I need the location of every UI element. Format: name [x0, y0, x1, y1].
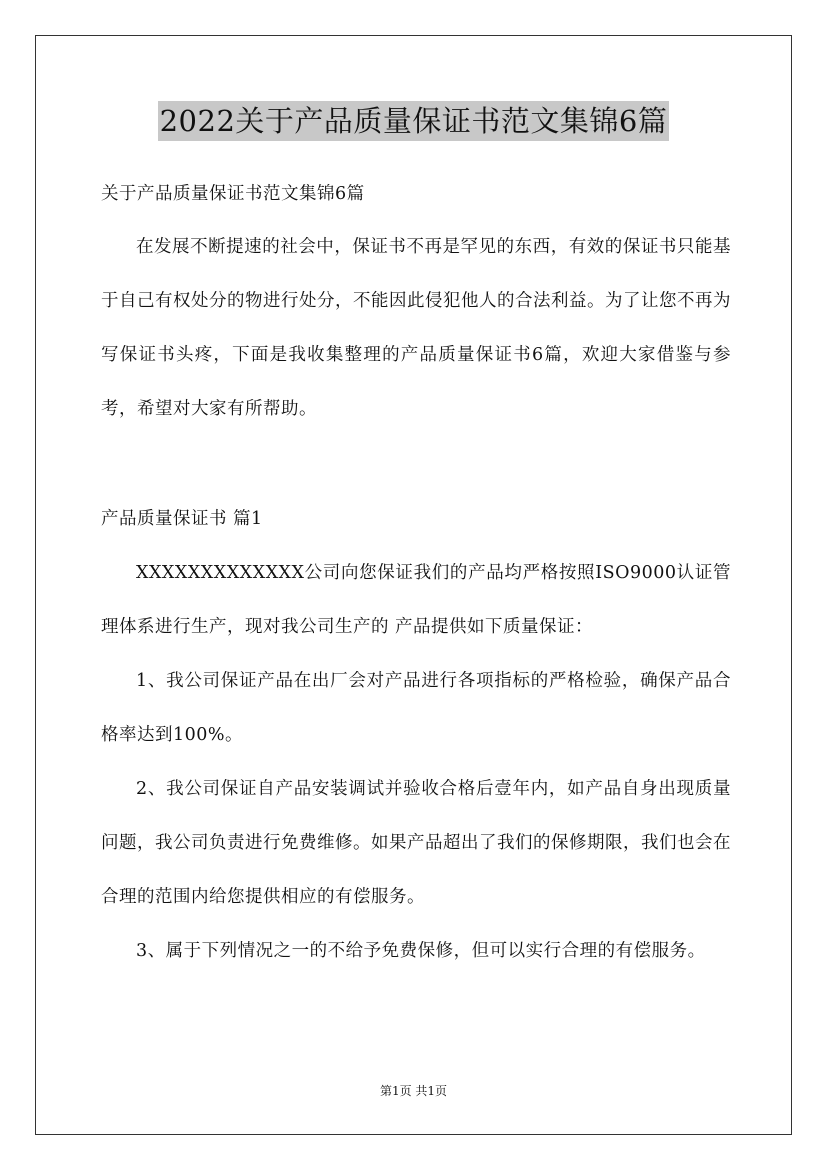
section-heading-block — [101, 492, 731, 546]
page-footer: 第1页 共1页 — [379, 1084, 448, 1098]
body-paragraph: 2、我公司保证自产品安装调试并验收合格后壹年内，如产品自身出现质量问题，我公司负责进行免费维修。如果产品超出了我们的保修期限，我们也会在合理的范围内给您提供相应的有偿服务。 — [101, 779, 731, 907]
document-title: 2022关于产品质量保证书范文集锦6篇 — [158, 101, 670, 141]
body-block — [101, 546, 731, 978]
section-heading: 产品质量保证书 篇1 — [101, 509, 263, 529]
intro-paragraph: 在发展不断提速的社会中，保证书不再是罕见的东西，有效的保证书只能基于自己有权处分的物进行处分，不能因此侵犯他人的合法利益。为了让您不再为写保证书头疼，下面是我收集整理的产品质量保证书6篇，欢迎大家借鉴与参考，希望对大家有所帮助。 — [101, 237, 731, 419]
title-container — [0, 101, 827, 141]
body-paragraph: XXXXXXXXXXXXX公司向您保证我们的产品均严格按照ISO9000认证管理体系进行生产，现对我公司生产的 产品提供如下质量保证： — [101, 563, 731, 637]
body-paragraph: 3、属于下列情况之一的不给予免费保修，但可以实行合理的有偿服务。 — [136, 941, 706, 961]
subtitle-block — [101, 167, 731, 221]
intro-block — [101, 220, 731, 436]
body-paragraph: 1、我公司保证产品在出厂会对产品进行各项指标的严格检验，确保产品合格率达到100%。 — [101, 671, 731, 745]
document-subtitle: 关于产品质量保证书范文集锦6篇 — [101, 184, 365, 204]
